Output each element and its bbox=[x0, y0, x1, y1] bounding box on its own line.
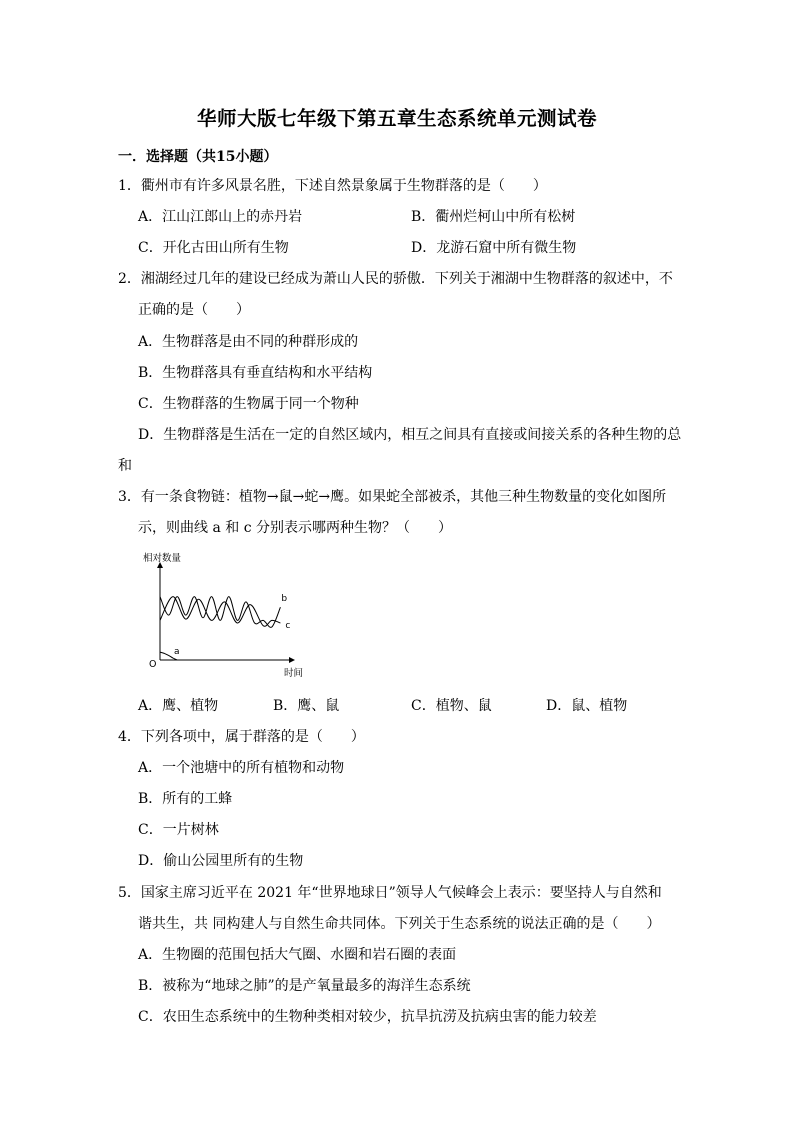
question-4-option-a[interactable]: A．一个池塘中的所有植物和动物 bbox=[138, 760, 345, 776]
page-title: 华师大版七年级下第五章生态系统单元测试卷 bbox=[196, 107, 597, 130]
question-1-option-c[interactable]: C．开化古田山所有生物 bbox=[138, 240, 289, 256]
question-3-option-c[interactable]: C．植物、鼠 bbox=[411, 698, 492, 714]
question-2-option-b[interactable]: B．生物群落具有垂直结构和水平结构 bbox=[138, 365, 373, 381]
series-c-line bbox=[160, 597, 280, 627]
question-1-option-d[interactable]: D．龙游石窟中所有微生物 bbox=[411, 240, 577, 256]
series-c-label: c bbox=[285, 621, 291, 632]
question-3-option-d[interactable]: D．鼠、植物 bbox=[546, 698, 628, 714]
population-chart bbox=[143, 549, 308, 679]
series-a-label: a bbox=[174, 647, 180, 658]
question-4-option-b[interactable]: B．所有的工蜂 bbox=[138, 791, 233, 807]
question-1-stem: 1．衢州市有许多风景名胜，下述自然景象属于生物群落的是（ ） bbox=[118, 178, 547, 194]
question-3-option-a[interactable]: A．鹰、植物 bbox=[138, 698, 219, 714]
question-5-option-c[interactable]: C．农田生态系统中的生物种类相对较少，抗旱抗涝及抗病虫害的能力较差 bbox=[138, 1009, 597, 1025]
section-heading: 一．选择题（共15小题） bbox=[118, 149, 278, 165]
question-5-stem-line-1: 5．国家主席习近平在 2021 年“世界地球日”领导人气候峰会上表示：要坚持人与自然和 bbox=[118, 885, 662, 901]
question-4-stem: 4．下列各项中，属于群落的是（ ） bbox=[118, 729, 365, 745]
question-1-option-b[interactable]: B．衢州烂柯山中所有松树 bbox=[411, 209, 576, 225]
question-3-option-b[interactable]: B．鹰、鼠 bbox=[273, 698, 340, 714]
series-b-line bbox=[160, 597, 280, 628]
question-1-option-a[interactable]: A．江山江郎山上的赤丹岩 bbox=[138, 209, 303, 225]
series-b-label: b bbox=[281, 594, 288, 605]
question-3-stem-line-2: 示，则曲线 a 和 c 分别表示哪两种生物？（ ） bbox=[138, 520, 452, 536]
question-3-stem-line-1: 3．有一条食物链：植物→鼠→蛇→鹰。如果蛇全部被杀，其他三种生物数量的变化如图所 bbox=[118, 489, 667, 505]
question-2-option-d-line-1[interactable]: D．生物群落是生活在一定的自然区域内，相互之间具有直接或间接关系的各种生物的总 bbox=[138, 427, 682, 443]
question-4-option-d[interactable]: D．偷山公园里所有的生物 bbox=[138, 853, 304, 869]
question-2-stem-line-2: 正确的是（ ） bbox=[138, 302, 250, 318]
question-4-option-c[interactable]: C．一片树林 bbox=[138, 822, 219, 838]
question-5-option-b[interactable]: B．被称为“地球之肺”的是产氧量最多的海洋生态系统 bbox=[138, 978, 471, 994]
question-2-option-d-line-2: 和 bbox=[118, 458, 132, 474]
y-axis-label: 相对数量 bbox=[143, 553, 182, 564]
x-axis-label: 时间 bbox=[284, 668, 304, 679]
question-2-option-c[interactable]: C．生物群落的生物属于同一个物种 bbox=[138, 396, 359, 412]
origin-label: O bbox=[149, 659, 157, 670]
question-5-stem-line-2: 谐共生，共 同构建人与自然生命共同体。下列关于生态系统的说法正确的是（ ） bbox=[138, 916, 661, 932]
question-2-stem-line-1: 2．湘湖经过几年的建设已经成为萧山人民的骄傲．下列关于湘湖中生物群落的叙述中，不 bbox=[118, 271, 673, 287]
question-2-option-a[interactable]: A．生物群落是由不同的种群形成的 bbox=[138, 334, 359, 350]
question-5-option-a[interactable]: A．生物圈的范围包括大气圈、水圈和岩石圈的表面 bbox=[138, 947, 457, 963]
